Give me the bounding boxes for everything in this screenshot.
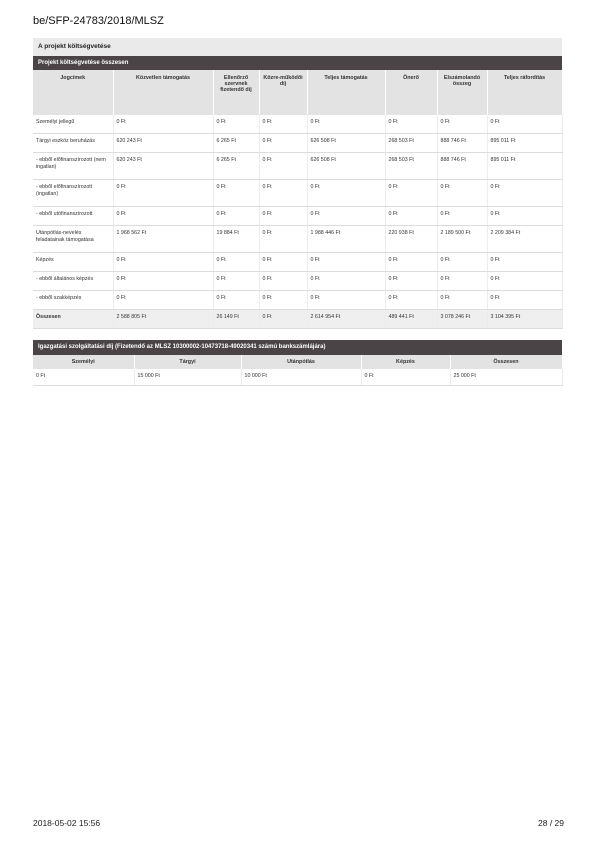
- row-label: - ebből szakképzés: [33, 291, 113, 310]
- fee-table: [33, 355, 563, 386]
- table-cell: 1 968 562 Ft: [113, 226, 213, 253]
- table-cell: 1 988 446 Ft: [307, 226, 385, 253]
- table-cell: 0 Ft: [113, 272, 213, 291]
- table-row: [33, 291, 562, 310]
- row-label: Személyi jellegű: [33, 115, 113, 134]
- table-cell: 0 Ft: [487, 207, 562, 226]
- table-cell: 25 000 Ft: [450, 369, 562, 386]
- column-header: Teljes támogatás: [307, 70, 385, 115]
- table-cell: 0 Ft: [113, 253, 213, 272]
- table-row: [33, 115, 562, 134]
- table-cell: 6 265 Ft: [213, 153, 259, 180]
- table-cell: 0 Ft: [113, 291, 213, 310]
- column-header: Képzés: [361, 355, 450, 369]
- footer-date: 2018-05-02 15:56: [33, 818, 101, 828]
- table-cell: 0 Ft: [307, 253, 385, 272]
- table-cell: 0 Ft: [307, 207, 385, 226]
- table-cell: 0 Ft: [213, 272, 259, 291]
- column-header: Közvetlen támogatás: [113, 70, 213, 115]
- table-cell: 620 243 Ft: [113, 153, 213, 180]
- table-cell: 2 588 805 Ft: [113, 310, 213, 329]
- table-cell: 895 011 Ft: [487, 153, 562, 180]
- table-cell: 0 Ft: [487, 272, 562, 291]
- table-row: [33, 253, 562, 272]
- fee-table-title: Igazgatási szolgáltatási díj (Fizetendő az MLSZ 10300002-10473718-49020341 számú bankszámlájára): [33, 340, 562, 355]
- table-cell: 0 Ft: [385, 291, 437, 310]
- table-cell: 0 Ft: [213, 253, 259, 272]
- row-label: - ebből előfinanszírozott (ingatlan): [33, 180, 113, 207]
- table-cell: 0 Ft: [213, 207, 259, 226]
- table-cell: 0 Ft: [33, 369, 134, 386]
- table-cell: 0 Ft: [437, 253, 487, 272]
- table-cell: 0 Ft: [113, 115, 213, 134]
- table-cell: 0 Ft: [259, 134, 307, 153]
- table-cell: 2 189 500 Ft: [437, 226, 487, 253]
- table-cell: 0 Ft: [213, 180, 259, 207]
- table-cell: 0 Ft: [361, 369, 450, 386]
- row-label: - ebből utófinanszírozott: [33, 207, 113, 226]
- table-cell: 3 104 395 Ft: [487, 310, 562, 329]
- table-cell: 0 Ft: [385, 180, 437, 207]
- table-cell: 2 614 954 Ft: [307, 310, 385, 329]
- budget-table: [33, 70, 563, 329]
- total-row: [33, 310, 562, 329]
- fee-section: [33, 340, 562, 386]
- table-cell: 0 Ft: [259, 291, 307, 310]
- column-header: Összesen: [450, 355, 562, 369]
- table-cell: 0 Ft: [307, 180, 385, 207]
- table-cell: 0 Ft: [307, 115, 385, 134]
- document-id: be/SFP-24783/2018/MLSZ: [33, 15, 164, 27]
- column-header: Utánpótlás: [241, 355, 361, 369]
- column-header: Önerő: [385, 70, 437, 115]
- column-header: Jogcímek: [33, 70, 113, 115]
- table-cell: 888 746 Ft: [437, 153, 487, 180]
- table-cell: 620 243 Ft: [113, 134, 213, 153]
- table-cell: 0 Ft: [259, 153, 307, 180]
- table-cell: 0 Ft: [113, 207, 213, 226]
- table-cell: 0 Ft: [259, 253, 307, 272]
- table-cell: 26 149 Ft: [213, 310, 259, 329]
- column-header: Elszámolandó összeg: [437, 70, 487, 115]
- table-cell: 10 000 Ft: [241, 369, 361, 386]
- table-cell: 0 Ft: [213, 115, 259, 134]
- table-row: [33, 207, 562, 226]
- table-row: [33, 153, 562, 180]
- table-cell: 19 884 Ft: [213, 226, 259, 253]
- column-header: Személyi: [33, 355, 134, 369]
- table-cell: 3 078 246 Ft: [437, 310, 487, 329]
- table-cell: 0 Ft: [259, 226, 307, 253]
- table-cell: 895 011 Ft: [487, 134, 562, 153]
- table-cell: 0 Ft: [437, 291, 487, 310]
- table-cell: 0 Ft: [437, 207, 487, 226]
- table-cell: 0 Ft: [487, 180, 562, 207]
- table-cell: 0 Ft: [113, 180, 213, 207]
- table-cell: 0 Ft: [437, 115, 487, 134]
- row-label: - ebből általános képzés: [33, 272, 113, 291]
- table-cell: 268 503 Ft: [385, 153, 437, 180]
- table-cell: 0 Ft: [437, 180, 487, 207]
- table-row: [33, 369, 562, 386]
- column-header: Közre-működői díj: [259, 70, 307, 115]
- table-cell: 888 746 Ft: [437, 134, 487, 153]
- table-cell: 268 503 Ft: [385, 134, 437, 153]
- table-cell: 0 Ft: [385, 115, 437, 134]
- column-header: Ellenőrző szervnek fizetendő díj: [213, 70, 259, 115]
- budget-table-header-row: [33, 70, 562, 115]
- budget-table-title: Projekt költségvetése összesen: [33, 56, 562, 70]
- table-cell: 0 Ft: [213, 291, 259, 310]
- table-cell: 0 Ft: [259, 115, 307, 134]
- table-cell: 0 Ft: [307, 272, 385, 291]
- table-cell: 0 Ft: [487, 291, 562, 310]
- table-cell: 0 Ft: [487, 115, 562, 134]
- column-header: Tárgyi: [134, 355, 241, 369]
- table-cell: 0 Ft: [385, 272, 437, 291]
- table-cell: 0 Ft: [259, 180, 307, 207]
- table-cell: 0 Ft: [385, 253, 437, 272]
- table-cell: 0 Ft: [259, 207, 307, 226]
- table-row: [33, 272, 562, 291]
- table-cell: 0 Ft: [259, 272, 307, 291]
- table-cell: 626 508 Ft: [307, 153, 385, 180]
- table-cell: 0 Ft: [385, 207, 437, 226]
- table-cell: 0 Ft: [307, 291, 385, 310]
- row-label: Tárgyi eszköz beruházás: [33, 134, 113, 153]
- table-cell: 0 Ft: [437, 272, 487, 291]
- table-cell: 6 265 Ft: [213, 134, 259, 153]
- table-cell: 220 938 Ft: [385, 226, 437, 253]
- row-label: Képzés: [33, 253, 113, 272]
- budget-section: [33, 38, 562, 329]
- row-label: - ebből előfinanszírozott (nem ingatlan): [33, 153, 113, 180]
- table-cell: 626 508 Ft: [307, 134, 385, 153]
- budget-section-title: A projekt költségvetése: [33, 38, 562, 56]
- table-cell: 0 Ft: [259, 310, 307, 329]
- row-label: Összesen: [33, 310, 113, 329]
- fee-table-header-row: [33, 355, 562, 369]
- table-cell: 0 Ft: [487, 253, 562, 272]
- page-number: 28 / 29: [538, 818, 564, 828]
- column-header: Teljes ráfordítás: [487, 70, 562, 115]
- table-cell: 2 209 384 Ft: [487, 226, 562, 253]
- table-row: [33, 226, 562, 253]
- table-cell: 15 000 Ft: [134, 369, 241, 386]
- table-row: [33, 180, 562, 207]
- table-row: [33, 134, 562, 153]
- table-cell: 489 441 Ft: [385, 310, 437, 329]
- row-label: Utánpótlás-nevelés feladatainak támogatása: [33, 226, 113, 253]
